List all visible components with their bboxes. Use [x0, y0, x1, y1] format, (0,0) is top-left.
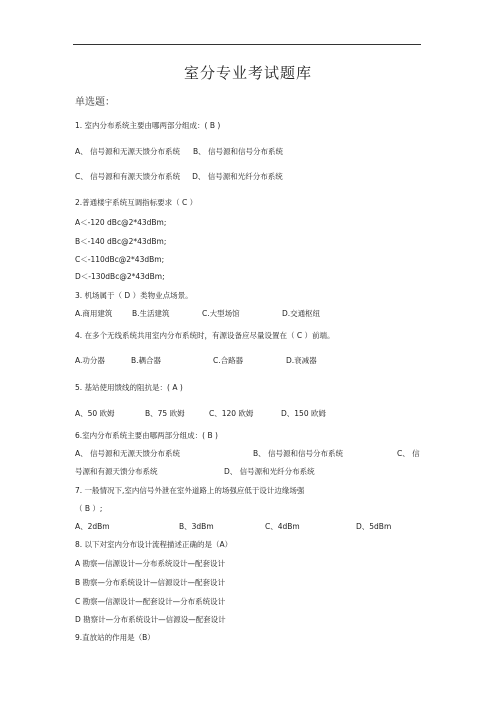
question-4-option-b: B.耦合器 [131, 356, 162, 365]
question-4-option-d: D.衰减器 [286, 356, 317, 365]
question-6-option-b: B、 信号源和信号分布系统 [253, 449, 344, 458]
question-9-stem: 9.直放站的作用是（B） [75, 633, 155, 642]
question-1-stem: 1. 室内分布系统主要由哪两部分组成：( B ) [75, 121, 221, 130]
question-8-option-d: D 勘察计—分布系统设计—信源设—配套设计 [75, 615, 226, 624]
question-7-option-c: C、4dBm [265, 522, 300, 531]
question-3-option-c: C.大型场馆 [202, 309, 240, 318]
header-rule [73, 44, 421, 45]
question-7-stem-cont: （ B ）; [75, 504, 103, 513]
question-1-options-row-1 [75, 147, 283, 157]
question-2-option-d: D＜-130dBc@2*43dBm; [75, 272, 165, 281]
question-6-option-c-start: C、 信 [397, 449, 420, 458]
question-1-options-row-2 [75, 172, 283, 182]
question-5-option-d: D、150 欧姆 [281, 409, 326, 418]
question-5-options [75, 409, 326, 419]
question-6-options-row-1 [75, 449, 420, 459]
question-2-option-b: B＜-140 dBc@2*43dBm; [75, 237, 167, 246]
question-8-option-a: A 勘察—信源设计—分布系统设计—配套设计 [75, 559, 226, 568]
document-title: 室分专业考试题库 [183, 64, 312, 82]
question-6-option-c-cont: 号源和有源天馈分布系统 [75, 467, 158, 476]
question-3-option-b: B.生活建筑 [132, 309, 170, 318]
question-2-option-c: C＜-110dBc@2*43dBm; [75, 255, 165, 264]
question-6-option-d: D、 信号源和光纤分布系统 [224, 467, 315, 476]
question-6-options-row-2 [75, 467, 315, 477]
question-8-option-c: C 勘察—信源设计—配套设计—分布系统设计 [75, 597, 226, 606]
question-7-option-d: D、5dBm [356, 522, 392, 531]
question-6-option-a: A、 信号源和无源天馈分布系统 [75, 449, 181, 458]
question-2-option-a: A＜-120 dBc@2*43dBm; [75, 218, 167, 227]
question-5-option-a: A、50 欧姆 [75, 409, 115, 418]
question-3-stem: 3. 机场属于（ D ）类物业点场景。 [75, 291, 193, 300]
question-3-option-a: A.商用建筑 [75, 309, 113, 318]
question-8-option-b: B 勘察—分布系统设计—信源设计—配套设计 [75, 578, 226, 587]
question-6-stem: 6.室内分布系统主要由哪两部分组成：( B ) [75, 431, 218, 440]
question-4-options [75, 356, 317, 366]
question-2-stem: 2.普通楼宇系统互调指标要求（ C ） [75, 198, 198, 207]
question-3-option-d: D.交通枢纽 [282, 309, 321, 318]
question-1-option-c: C、 信号源和有源天馈分布系统 [75, 172, 181, 181]
question-8-stem: 8. 以下对室内分布设计流程描述正确的是（A） [75, 540, 233, 549]
question-1-option-a: A、 信号源和无源天馈分布系统 [75, 147, 181, 156]
section-heading: 单选题： [75, 97, 115, 108]
question-7-options [75, 522, 391, 532]
question-4-option-c: C.合路器 [213, 356, 244, 365]
question-5-option-b: B、75 欧姆 [145, 409, 185, 418]
question-4-stem: 4. 在多个无线系统共用室内分布系统时，有源设备应尽量设置在（ C ）前端。 [75, 331, 335, 340]
question-1-option-d: D、 信号源和光纤分布系统 [192, 172, 283, 181]
question-1-option-b: B、 信号源和信号分布系统 [193, 147, 284, 156]
question-7-option-b: B、3dBm [179, 522, 214, 531]
question-7-option-a: A、2dBm [75, 522, 110, 531]
question-3-options [75, 309, 320, 319]
question-5-stem: 5. 基站使用馈线的阻抗是：( A ) [75, 383, 183, 392]
question-4-option-a: A.功分器 [75, 356, 105, 365]
question-5-option-c: C、120 欧姆 [209, 409, 254, 418]
question-7-stem: 7. 一般情况下,室内信号外泄在室外道路上的场强应低于设计边缘场强 [75, 486, 305, 495]
